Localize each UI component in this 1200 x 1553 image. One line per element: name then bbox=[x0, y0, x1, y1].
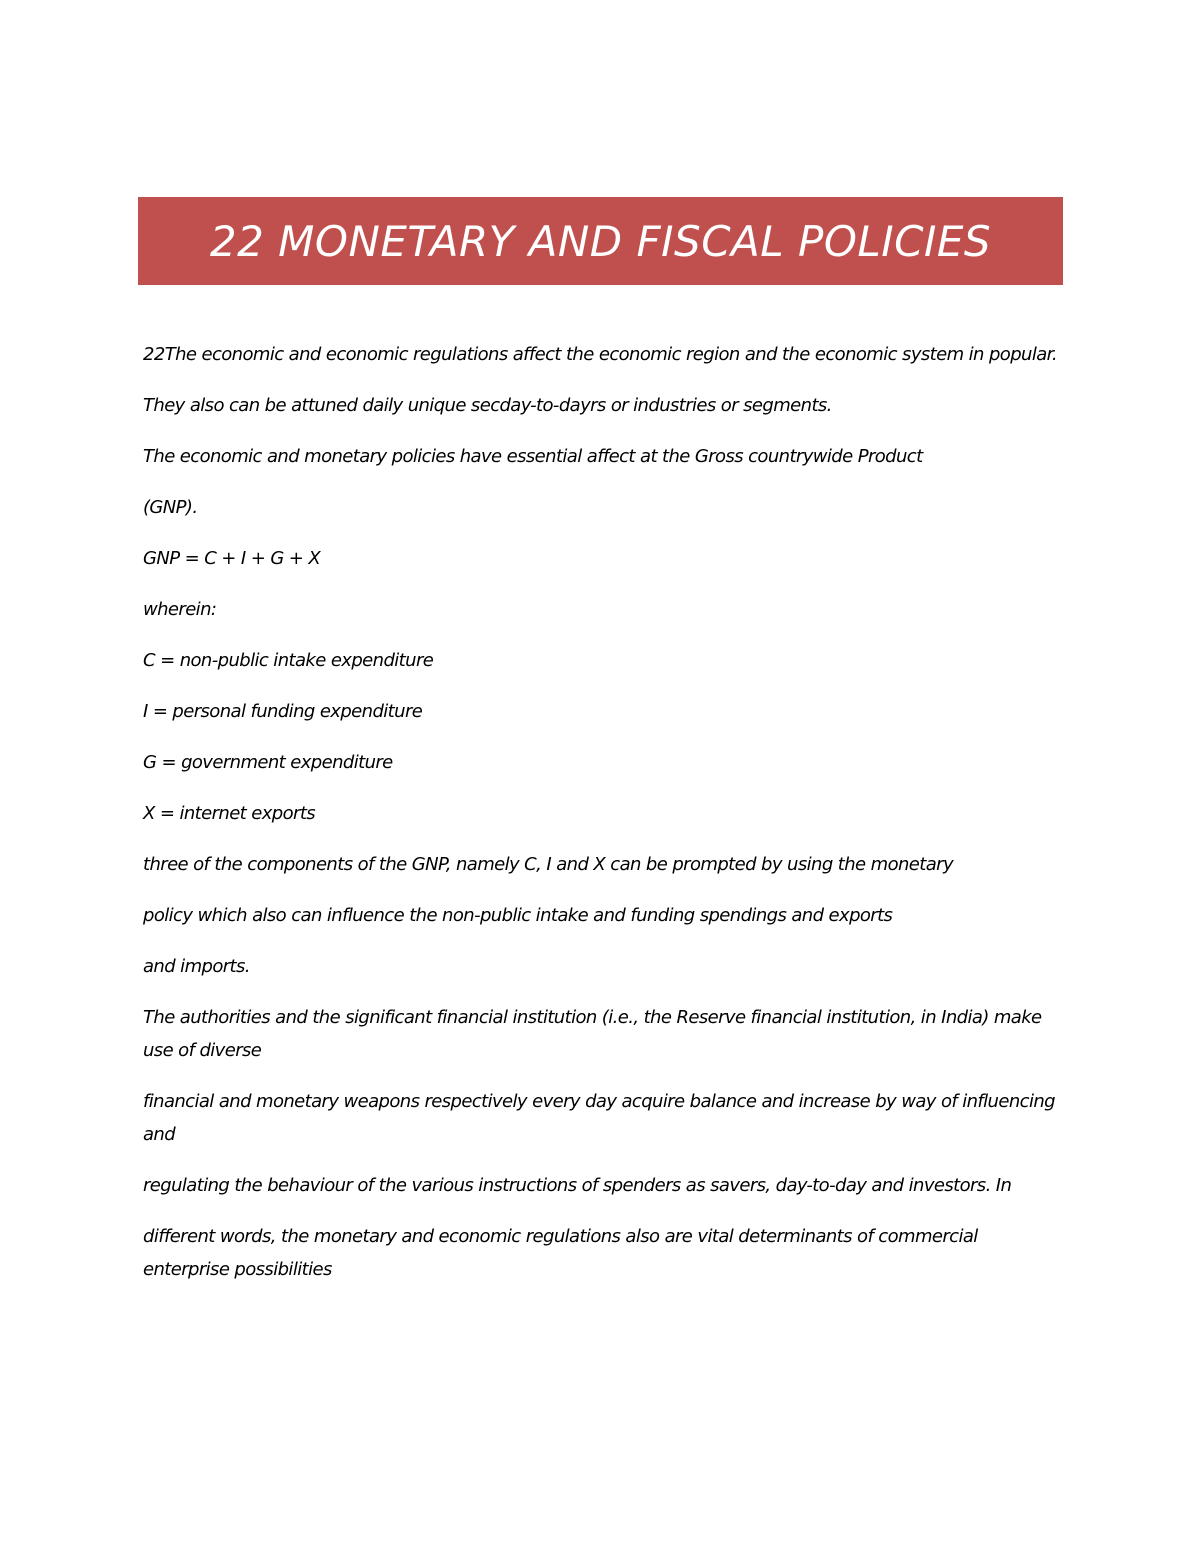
paragraph-policy-influence: policy which also can influence the non-public intake and funding spendings and exports bbox=[143, 905, 893, 926]
paragraph-components: three of the components of the GNP, namely C, I and X can be prompted by using the monetary bbox=[143, 854, 953, 875]
title-banner bbox=[138, 197, 1063, 285]
paragraph-regulating: regulating the behaviour of the various instructions of spenders as savers, day-to-day and investors. In bbox=[143, 1175, 1012, 1196]
paragraph-intro: 22The economic and economic regulations affect the economic region and the economic system in popular. bbox=[143, 344, 1057, 365]
document-title: 22 MONETARY AND FISCAL POLICIES bbox=[209, 216, 992, 266]
definition-c: C = non-public intake expenditure bbox=[143, 650, 434, 671]
paragraph-imports: and imports. bbox=[143, 956, 250, 977]
paragraph-gnp-abbrev: (GNP). bbox=[143, 497, 198, 518]
paragraph-weapons: financial and monetary weapons respectively every day acquire balance and increase by way of influencing and bbox=[143, 1091, 1055, 1145]
gnp-formula: GNP = C + I + G + X bbox=[143, 548, 321, 569]
paragraph-sectors: They also can be attuned daily unique secday-to-dayrs or industries or segments. bbox=[143, 395, 832, 416]
definition-i: I = personal funding expenditure bbox=[143, 701, 423, 722]
definition-g: G = government expenditure bbox=[143, 752, 393, 773]
paragraph-determinants: different words, the monetary and economic regulations also are vital determinants of commercial enterprise possibilities bbox=[143, 1226, 978, 1280]
paragraph-authorities: The authorities and the significant financial institution (i.e., the Reserve financial institution, in India) make use of diverse bbox=[143, 1007, 1042, 1061]
definition-x: X = internet exports bbox=[143, 803, 316, 824]
document-body bbox=[143, 338, 1058, 1304]
paragraph-gnp-effect: The economic and monetary policies have essential affect at the Gross countrywide Product bbox=[143, 446, 923, 467]
paragraph-wherein: wherein: bbox=[143, 599, 217, 620]
